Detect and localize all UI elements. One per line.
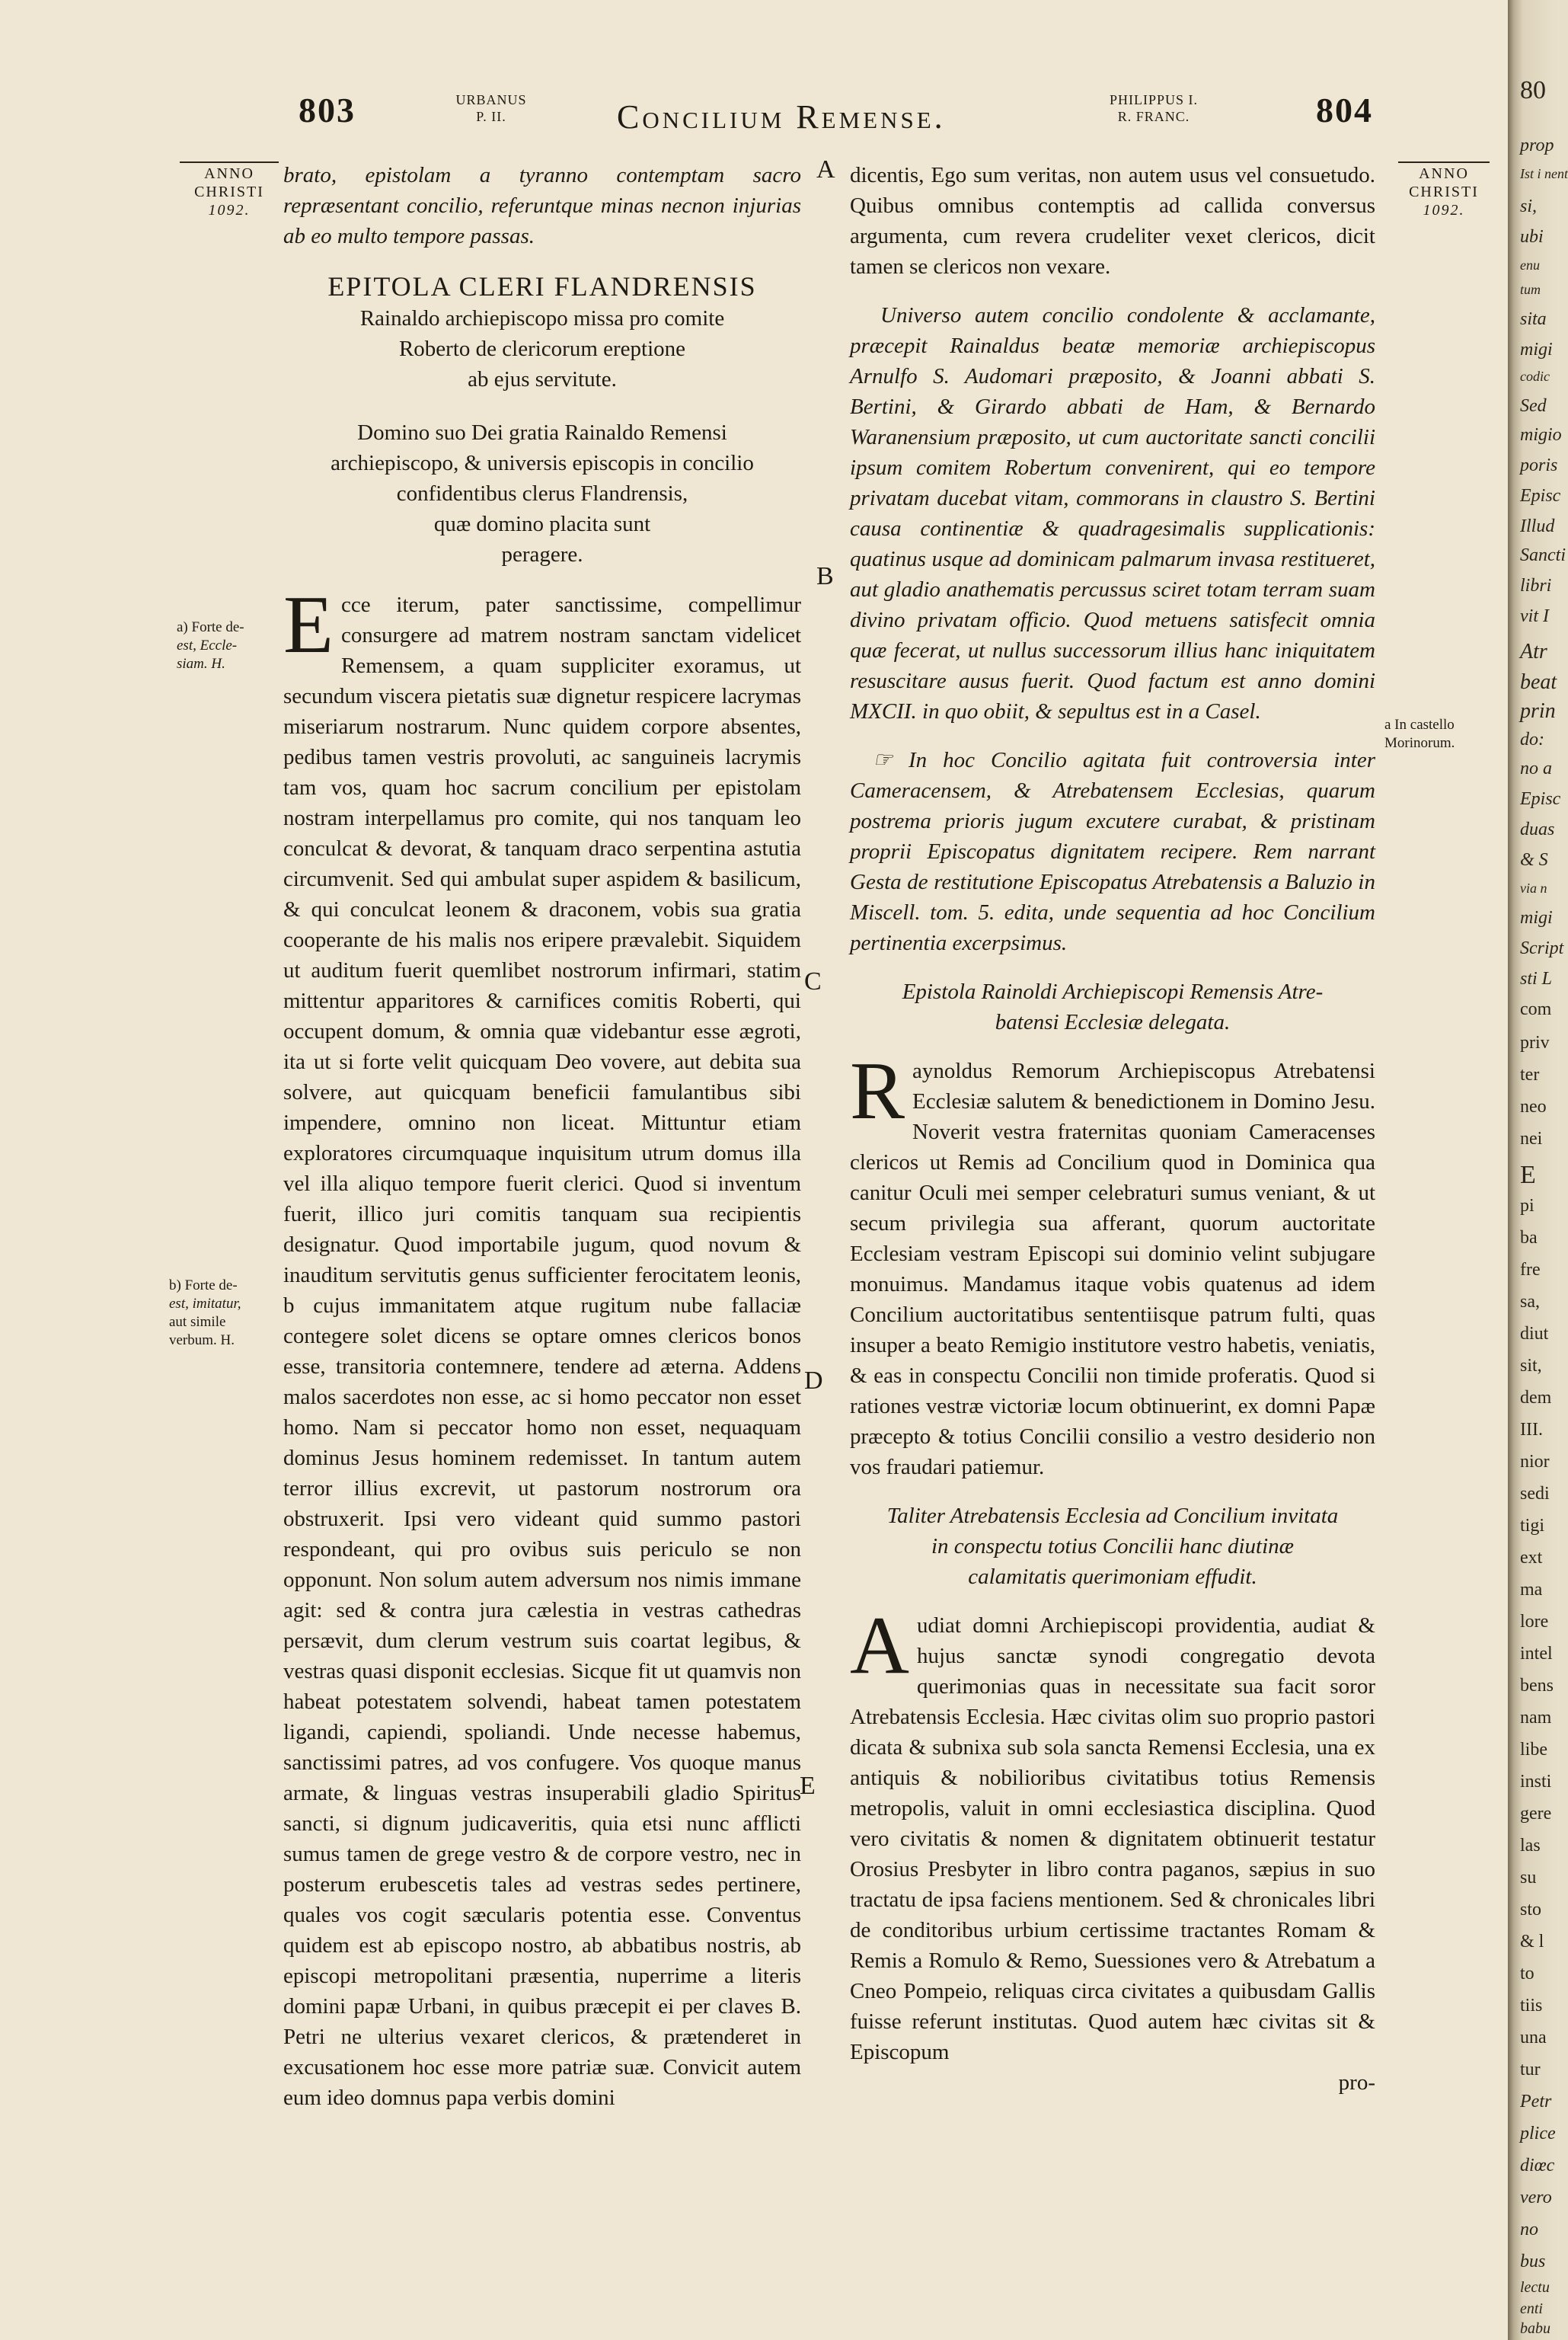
gutter-line: las: [1520, 1836, 1541, 1856]
section-letter-e: E: [800, 1772, 816, 1800]
next-page-gutter: [1508, 0, 1568, 2340]
left-running-top: URBANUS: [455, 92, 527, 107]
gutter-line: migio: [1520, 425, 1562, 445]
gutter-line: bus: [1520, 2252, 1546, 2271]
gutter-line: com: [1520, 999, 1552, 1019]
gutter-line: sit,: [1520, 1356, 1542, 1376]
margin-note-a: [177, 619, 276, 673]
right-para-4: aynoldus Remorum Archiepiscopus Atrebatensi Ecclesiæ salutem & benedictionem in Domino Jesu. Noverit vestra fraternitas quoniam Cameracenses clericos ut Remis ad Concilium quod in Dominica qua canitur Oculi mei semper celebraturi sumus veniant, & ut secum privilegia sua afferant, quorum auctoritate Ecclesiam vestram Episcopi sui dominio velint subjugare monuimus. Mandamus itaque vobis quatenus ad idem Concilium auctoritatibus sententiisque patrum fulti, quas insuper a beato Remigio institutore vestro habetis, veniatis, & eas in conspectu Concilii non timide proferatis. Quod si rationes vestræ victoriæ locum obtinuerint, ex domni Papæ præcepto & totius Concilii consilio a vestro desiderio non vos fraudari patiemur.: [850, 1059, 1375, 1479]
gutter-line: libri: [1520, 576, 1552, 596]
gutter-line: poris: [1520, 456, 1558, 475]
querimonia-heading-3: calamitatis querimoniam effudit.: [968, 1565, 1257, 1589]
gutter-line: prop: [1520, 136, 1554, 155]
salutation-3: peragere.: [501, 542, 583, 567]
right-year: 1092.: [1423, 202, 1465, 219]
gutter-line: beat: [1520, 670, 1557, 694]
margin-note-castello-line2: Morinorum.: [1384, 735, 1455, 751]
left-anno-label: [180, 161, 279, 219]
gutter-line: neo: [1520, 1097, 1547, 1117]
gutter-line: sita: [1520, 309, 1547, 329]
gutter-line: una: [1520, 2028, 1547, 2048]
section-letter-a: A: [816, 155, 835, 184]
gutter-line: tiis: [1520, 1996, 1543, 2016]
right-running-bottom: R. FRANC.: [1117, 109, 1190, 124]
right-anno-label: [1398, 161, 1490, 219]
left-column: [283, 160, 801, 2113]
right-christi: CHRISTI: [1409, 184, 1479, 200]
margin-note-a-line3: siam. H.: [177, 656, 225, 672]
left-page-number: 803: [299, 91, 356, 129]
section-letter-b: B: [816, 562, 834, 590]
margin-note-a-line1: a) Forte de-: [177, 619, 244, 635]
gutter-line: Episc: [1520, 789, 1561, 809]
right-page-number: 804: [1316, 91, 1373, 129]
gutter-line: babu: [1520, 2320, 1550, 2337]
gutter-line: do:: [1520, 730, 1544, 750]
gutter-line: lectu: [1520, 2279, 1550, 2296]
gutter-line: ext: [1520, 1548, 1543, 1568]
margin-note-b: [169, 1277, 276, 1350]
epistola-title: EPITOLA CLERI FLANDRENSIS: [327, 271, 757, 302]
gutter-line: gere: [1520, 1804, 1552, 1824]
right-para-3: ☞ In hoc Concilio agitata fuit controversia inter Cameracensem, & Atrebatensem Ecclesias, quarum postrema prioris jugum excutere curabat, & pristinam proprii Episcopatus dignitatem recipere. Rem narrant Gesta de restitutione Episcopatus Atrebatensis a Baluzio in Miscell. tom. 5. edita, unde sequentia ad hoc Concilium pertinentia excerpsimus.: [850, 748, 1375, 955]
rainold-epistola-heading-1: Epistola Rainoldi Archiepiscopi Remensis Atre-: [902, 980, 1324, 1004]
gutter-line: to: [1520, 1964, 1534, 1984]
gutter-line: & S: [1520, 850, 1548, 870]
querimonia-heading-1: Taliter Atrebatensis Ecclesia ad Concilium invitata: [886, 1504, 1339, 1528]
rainold-epistola-heading-2: batensi Ecclesiæ delegata.: [995, 1010, 1231, 1034]
gutter-line: diut: [1520, 1324, 1549, 1344]
right-para-5-block: [850, 1600, 1375, 2067]
gutter-line: Ist i nent: [1520, 166, 1568, 181]
gutter-line: plice: [1520, 2124, 1556, 2143]
querimonia-heading-2: in conspectu totius Concilii hanc diutinæ: [931, 1534, 1295, 1558]
epistola-body: [283, 580, 801, 2113]
gutter-line: Sed: [1520, 396, 1547, 416]
gutter-line: no a: [1520, 759, 1552, 778]
gutter-line: sa,: [1520, 1292, 1540, 1312]
gutter-line: migi: [1520, 340, 1553, 360]
gutter-line: migi: [1520, 908, 1553, 928]
gutter-line: ba: [1520, 1228, 1538, 1248]
gutter-line: sto: [1520, 1900, 1542, 1920]
gutter-line: diœc: [1520, 2156, 1555, 2175]
margin-note-castello: [1384, 716, 1506, 753]
epistola-subtitle-1: Rainaldo archiepiscopo missa pro comite Roberto de clericorum ereptione: [359, 306, 725, 361]
right-para-4-block: [850, 1046, 1375, 1482]
right-para-5: udiat domni Archiepiscopi providentia, audiat & hujus sanctæ synodi congregatio devota querimonias quas in necessitate sua facit soror Atrebatensis Ecclesia. Hæc civitas olim suo proprio pastori dicata & subnixa sub sola sancta Remensi Ecclesia, una ex antiquis & nobilioribus civitatibus totius Remensis metropolis, valuit in omni ecclesiastica disciplina. Quod vero civitatis & nomen & dignitatem obtinuerit testatur Orosius Presbyter in libro contra paganos, sæpius in suo tractatu de ipsa faciens mentionem. Sed & chronicales libri de conditoribus urbium certissime tractantes Romam & Remis a Romulo & Remo, Suessiones vero & Atrebatum a Cneo Pompeio, reliquas circa civitates a quibusdam Gallis fuisse referunt institutas. Quod autem hæc civitas sit & Episcopum: [850, 1613, 1375, 2064]
gutter-line: E: [1520, 1161, 1536, 1189]
margin-note-b-line1: b) Forte de-: [169, 1277, 238, 1293]
right-para-1: dicentis, Ego sum veritas, non autem usus vel consuetudo. Quibus omnibus contemptis ad callida conversus argumenta, cum revera crudeliter vexet clericos, dicit tamen se clericos non vexare.: [850, 163, 1375, 279]
gutter-line: ubi: [1520, 227, 1544, 247]
gutter-line: & l: [1520, 1932, 1544, 1952]
gutter-line: tum: [1520, 282, 1541, 297]
gutter-line: no: [1520, 2220, 1538, 2239]
gutter-line: insti: [1520, 1772, 1552, 1792]
margin-note-castello-line1: a In castello: [1384, 717, 1455, 733]
section-letter-d: D: [804, 1367, 823, 1395]
right-running-top: PHILIPPUS I.: [1109, 92, 1199, 107]
left-running-head: [434, 91, 548, 160]
gutter-line: prin: [1520, 699, 1556, 723]
gutter-line: 80: [1520, 76, 1546, 104]
salutation: Domino suo Dei gratia Rainaldo Remensi archiepiscopo, & universis episcopis in concilio confidentibus clerus Flandrensis,: [331, 420, 754, 506]
gutter-line: tur: [1520, 2060, 1541, 2079]
left-christi: CHRISTI: [194, 184, 264, 200]
gutter-line: sedi: [1520, 1484, 1550, 1504]
gutter-line: enti: [1520, 2300, 1543, 2317]
gutter-line: vero: [1520, 2188, 1552, 2207]
gutter-line: dem: [1520, 1388, 1552, 1408]
gutter-line: III.: [1520, 1420, 1543, 1440]
gutter-line: si,: [1520, 197, 1538, 216]
gutter-line: enu: [1520, 257, 1540, 273]
gutter-line: fre: [1520, 1260, 1541, 1280]
gutter-line: ter: [1520, 1065, 1540, 1085]
gutter-line: tigi: [1520, 1516, 1545, 1536]
gutter-line: duas: [1520, 820, 1555, 839]
gutter-line: ma: [1520, 1580, 1543, 1600]
gutter-line: Sancti: [1520, 545, 1566, 565]
margin-note-a-line2: est, Eccle-: [177, 638, 238, 654]
gutter-line: pi: [1520, 1196, 1534, 1216]
gutter-line: sti L: [1520, 969, 1553, 989]
right-para-2: Universo autem concilio condolente & acclamante, præcepit Rainaldus beatæ memoriæ archiepiscopus Arnulfo S. Audomari præposito, & Joanni abbati S. Bertini, & Girardo abbati de Ham, & Bernardo Waranensium præposito, ut cum auctoritate sancti concilii ipsum comitem Robertum convenirent, qui eo tempore privatam ducebat vitam, commorans in claustro S. Bertini causa continentiæ & quadragesimalis supplicationis: quatinus usque ad dominicam palmarum invasa restitueret, aut gladio anathematis percussus sciret totam terram suam divino privatam officio. Quod metuens satisfecit omnia quæ fecerat, ut nullus successorum illius hanc iniquitatem resuscitare ausus fuerit. Quod factum est anno domini MXCII. in quo obiit, & sepultus est in a Casel.: [850, 303, 1375, 724]
margin-note-b-line3: aut simile: [169, 1314, 226, 1330]
gutter-line: nam: [1520, 1708, 1552, 1728]
left-running-bottom: P. II.: [476, 109, 506, 124]
epistola-subtitle-2: ab ejus servitute.: [468, 367, 617, 392]
left-anno: ANNO: [204, 165, 254, 182]
right-running-head: [1089, 91, 1218, 160]
gutter-line: Illud: [1520, 516, 1555, 536]
gutter-line: nior: [1520, 1452, 1550, 1472]
right-anno: ANNO: [1419, 165, 1469, 182]
gutter-line: via n: [1520, 881, 1547, 896]
drop-cap-e: E: [283, 580, 334, 670]
left-year: 1092.: [208, 202, 251, 219]
margin-note-b-line2: est, imitatur,: [169, 1296, 241, 1312]
drop-cap-a: A: [850, 1600, 909, 1691]
gutter-line: Atr: [1520, 640, 1547, 663]
catchword: pro-: [1338, 2070, 1375, 2095]
left-intro: brato, epistolam a tyranno contemptam sacro repræsentant concilio, referuntque minas necnon injurias ab eo multo tempore passas.: [283, 163, 801, 248]
gutter-line: vit I: [1520, 606, 1549, 626]
gutter-line: intel: [1520, 1644, 1553, 1664]
gutter-line: su: [1520, 1868, 1537, 1888]
epistola-body-text: cce iterum, pater sanctissime, compellimur consurgere ad matrem nostram sanctam videlicet Remensem, a quam suppliciter exoramus, ut secundum viscera pietatis suæ dignetur respicere lacrymas miseriarum nostrarum. Nunc quidem corpore absentes, pedibus tamen vestris provoluti, ac sanguineis lacrymis tam vos, quam hoc sacrum concilium per epistolam nostram interpellamus pro comite, qui nos tanquam leo conculcat & devorat, & tanquam draco serpentina astutia circumvenit. Sed qui ambulat super aspidem & basilicum, & qui conculcat leonem & draconem, vobis sua gratia cooperante de his malis nos eripere prævalebit. Siquidem ut auditum fuerit quemlibet nostrorum infirmari, statim mittentur apparitores & carnifices comitis Roberti, qui occupent domum, & omnia quæ videbantur esse ægroti, ita ut si forte velit quicquam Deo vovere, aut debita sua solvere, aut quicquam beneficii famulantibus sibi impendere, omnino non liceat. Mittuntur etiam exploratores circumquaque inquisitum utrum domus illa vel illa aliquo tempore fuerit clerici. Quod si inventum fuerit, illico juri comitis tanquam sua recipientis designatur. Quod importabile jugum, quod novum & inauditum servitutis genus sufficienter ferocitatem leonis, b cujus immanitatem atque rugitum nube fallaciæ contegere solet dicens se optare omnes clericos bonos esse, transitoria contemnere, tendere ad æterna. Addens malos sacerdotes non esse, ac si homo peccator non esset homo. Nam si peccator homo non esset, nequaquam dominus Jesus hominem redemisset. In tantum autem terror illius excrevit, ut pastorum nostrorum ora obstruxerit. Ipsi vero videant quid summo pastori respondeant, qui pro ovibus suis periculo se non opponunt. Non solum autem adversum nos nimis immane agit: sed & contra jura cælestia in vestras cathedras persævit, dum clerum vestrum suis coartat legibus, & vestras quasi disponit ecclesias. Sicque fit ut quamvis non habeat potestatem solvendi, habeat tamen potestatem ligandi, capiendi, spoliandi. Unde necesse habemus, sanctissimi patres, ad vos confugere. Vos quoque manus armate, & linguas vestras insuperabili gladio Spiritus sancti, si dignum judicaveritis, quia etsi nunc afflicti sumus tamen de grege vestro & de corpore vestro, nec in posterum erubescetis tales ad vestras sedes pertinere, quales vos cogit sæcularis potentia esse. Conventus quidem est ab episcopo nostro, ab abbatibus nostris, ab episcopi metropolitani præsentia, nuperrime a literis domini papæ Urbani, in quibus præcepit ei per claves B. Petri ne ulterius vexaret clericos, & prætenderet in excusationem hoc esse more patriæ suæ. Convicit autem eum ideo domnus papa verbis domini: [283, 593, 801, 2110]
gutter-line: nei: [1520, 1129, 1543, 1149]
gutter-line: bens: [1520, 1676, 1554, 1696]
gutter-line: Petr: [1520, 2092, 1552, 2111]
gutter-line: libe: [1520, 1740, 1547, 1760]
page-title: Concilium Remense.: [617, 98, 946, 136]
right-column: [850, 160, 1375, 2098]
section-letter-c: C: [804, 967, 822, 996]
salutation-2: quæ domino placita sunt: [433, 512, 651, 536]
gutter-line: Episc: [1520, 486, 1561, 506]
margin-note-b-line4: verbum. H.: [169, 1332, 235, 1348]
gutter-line: codic: [1520, 369, 1550, 384]
gutter-line: lore: [1520, 1612, 1549, 1632]
gutter-line: Script: [1520, 938, 1564, 958]
drop-cap-r: R: [850, 1046, 905, 1136]
gutter-line: priv: [1520, 1033, 1550, 1053]
